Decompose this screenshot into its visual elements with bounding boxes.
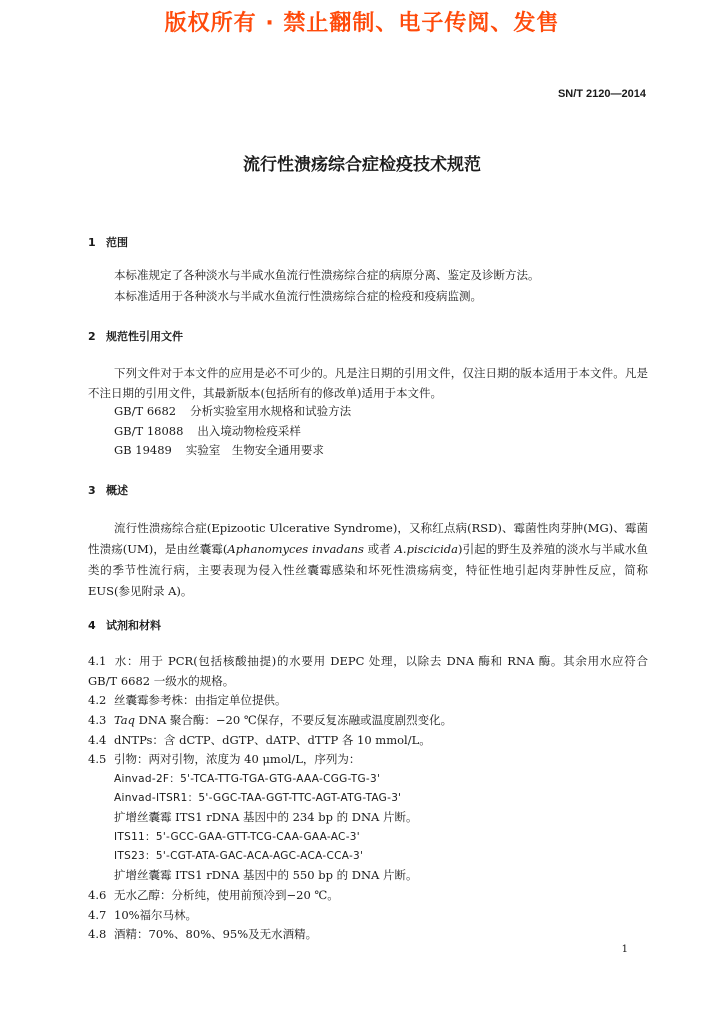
list-item-4-8: 4.8 酒精：70%、80%、95%及无水酒精。 xyxy=(88,927,318,941)
page-number: 1 xyxy=(621,944,628,955)
list-item-4-6: 4.6 无水乙醇：分析纯，使用前预冷到−20 ℃。 xyxy=(88,888,339,902)
primer-line: Ainvad-2F：5'-TCA-TTG-TGA-GTG-AAA-CGG-TG-3' xyxy=(114,773,381,785)
reference-title: 实验室 生物安全通用要求 xyxy=(185,443,324,457)
section-1-paragraph-1: 本标准规定了各种淡水与半咸水鱼流行性溃疡综合症的病原分离、鉴定及诊断方法。 xyxy=(114,268,540,282)
primer-line: ITS11：5'-GCC-GAA-GTT-TCG-CAA-GAA-AC-3' xyxy=(114,831,360,843)
standard-code: SN/T 2120—2014 xyxy=(557,88,646,100)
primer-note: 扩增丝囊霉 ITS1 rDNA 基因中的 234 bp 的 DNA 片断。 xyxy=(114,810,418,824)
list-item-4-2: 4.2 丝囊霉参考株：由指定单位提供。 xyxy=(88,693,287,707)
section-2-heading: 2 规范性引用文件 xyxy=(88,330,183,343)
list-item-4-1: 4.1 水：用于 PCR(包括核酸抽提)的水要用 DEPC 处理，以除去 DNA 酶和 RNA 酶。其余用水应符合 GB/T 6682 一级水的规格。 xyxy=(88,654,648,688)
list-item-4-5: 4.5 引物：两对引物，浓度为 40 μmol/L，序列为： xyxy=(88,752,361,766)
reference-item xyxy=(114,402,351,422)
reference-code: GB/T 6682 xyxy=(114,404,177,418)
list-item-4-3: 4.3 Taq DNA 聚合酶：−20 ℃保存，不要反复冻融或温度剧烈变化。 xyxy=(88,713,453,727)
reference-item xyxy=(114,422,301,442)
reference-item xyxy=(114,441,324,461)
section-1-paragraph-2: 本标准适用于各种淡水与半咸水鱼流行性溃疡综合症的检疫和疫病监测。 xyxy=(114,289,482,303)
copyright-watermark: 版权所有 · 禁止翻制、电子传阅、发售 xyxy=(164,11,560,36)
reference-code: GB 19489 xyxy=(114,443,172,457)
primer-note: 扩增丝囊霉 ITS1 rDNA 基因中的 550 bp 的 DNA 片断。 xyxy=(114,868,418,882)
document-title: 流行性溃疡综合症检疫技术规范 xyxy=(243,155,481,175)
reference-title: 出入境动物检疫采样 xyxy=(197,424,301,438)
section-3-paragraph: 流行性溃疡综合症(Epizootic Ulcerative Syndrome)，又称红点病(RSD)、霉菌性肉芽肿(MG)、霉菌性溃疡(UM)，是由丝囊霉(Aphanomyces invadans 或者 A.piscicida)引起的野生及养殖的淡水与半咸水鱼类的季节性流行病，主要表现为侵入性丝囊霉感染和坏死性溃疡病变，特征性地引起肉芽肿性反应，简称 EUS(参见附录 A)。 xyxy=(88,521,648,598)
primer-line: Ainvad-ITSR1：5'-GGC-TAA-GGT-TTC-AGT-ATG-TAG-3' xyxy=(114,792,402,804)
reference-title: 分析实验室用水规格和试验方法 xyxy=(190,404,352,418)
list-item-4-7: 4.7 10%福尔马林。 xyxy=(88,908,198,922)
list-item-4-4: 4.4 dNTPs：含 dCTP、dGTP、dATP、dTTP 各 10 mmol/L。 xyxy=(88,733,431,747)
primer-line: ITS23：5'-CGT-ATA-GAC-ACA-AGC-ACA-CCA-3' xyxy=(114,850,364,862)
section-1-heading: 1 范围 xyxy=(88,236,128,249)
section-2-paragraph: 下列文件对于本文件的应用是必不可少的。凡是注日期的引用文件，仅注日期的版本适用于本文件。凡是不注日期的引用文件，其最新版本(包括所有的修改单)适用于本文件。 xyxy=(88,366,648,400)
reference-code: GB/T 18088 xyxy=(114,424,184,438)
section-3-heading: 3 概述 xyxy=(88,484,128,497)
section-4-heading: 4 试剂和材料 xyxy=(88,619,161,632)
